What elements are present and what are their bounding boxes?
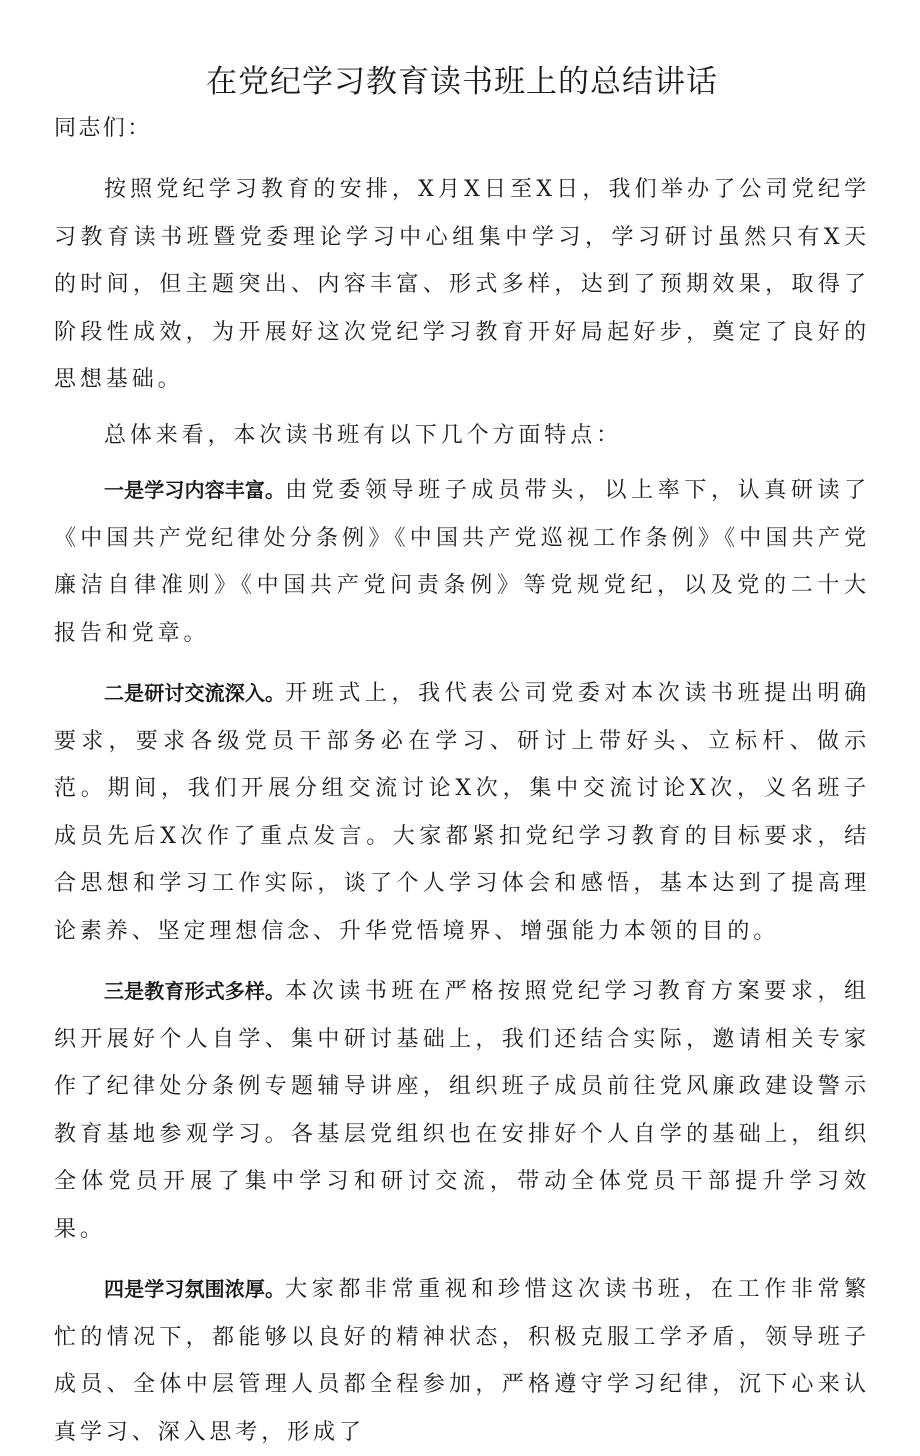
point-3-paragraph: [54, 968, 870, 1253]
point-4-paragraph: [54, 1266, 870, 1456]
point-2-paragraph: [54, 670, 870, 955]
point-1-text: 由党委领导班子成员带头，以上率下，认真研读了《中国共产党纪律处分条例》《中国共产党巡视工作条例》《中国共产党廉洁自律准则》《中国共产党问责条例》等党规党纪，以及党的二十大报告和党章。: [54, 478, 870, 646]
salutation: 同志们：: [54, 116, 152, 141]
point-4-text: 大家都非常重视和珍惜这次读书班，在工作非常繁忙的情况下，都能够以良好的精神状态，积极克服工学矛盾，领导班子成员、全体中层管理人员都全程参加，严格遵守学习纪律，沉下心来认真学习、深入思考，形成了: [54, 1277, 870, 1445]
intro-paragraph: 按照党纪学习教育的安排，X月X日至X日，我们举办了公司党纪学习教育读书班暨党委理论学习中心组集中学习，学习研讨虽然只有X天的时间，但主题突出、内容丰富、形式多样，达到了预期效果，取得了阶段性成效，为开展好这次党纪学习教育开好局起好步，奠定了良好的思想基础。: [54, 177, 870, 392]
point-1-paragraph: [54, 467, 870, 657]
point-4-lead: 四是学习氛围浓厚。: [104, 1277, 286, 1301]
point-3-text: 本次读书班在严格按照党纪学习教育方案要求，组织开展好个人自学、集中研讨基础上，我们还结合实际，邀请相关专家作了纪律处分条例专题辅导讲座，组织班子成员前往党风廉政建设警示教育基地参观学习。各基层党组织也在安排好个人自学的基础上，组织全体党员开展了集中学习和研讨交流，带动全体党员干部提升学习效果。: [54, 979, 870, 1242]
point-2-text: 开班式上，我代表公司党委对本次读书班提出明确要求，要求各级党员干部务必在学习、研讨上带好头、立标杆、做示范。期间，我们开展分组交流讨论X次，集中交流讨论X次，义名班子成员先后X次作了重点发言。大家都紧扣党纪学习教育的目标要求，结合思想和学习工作实际，谈了个人学习体会和感悟，基本达到了提高理论素养、坚定理想信念、升华党悟境界、增强能力本领的目的。: [54, 681, 870, 944]
point-2-lead: 二是研讨交流深入。: [104, 681, 286, 705]
document-title: 在党纪学习教育读书班上的总结讲话: [206, 64, 718, 100]
overview-paragraph: 总体来看，本次读书班有以下几个方面特点：: [104, 422, 623, 448]
point-3-lead: 三是教育形式多样。: [104, 979, 286, 1003]
point-1-lead: 一是学习内容丰富。: [104, 478, 286, 502]
